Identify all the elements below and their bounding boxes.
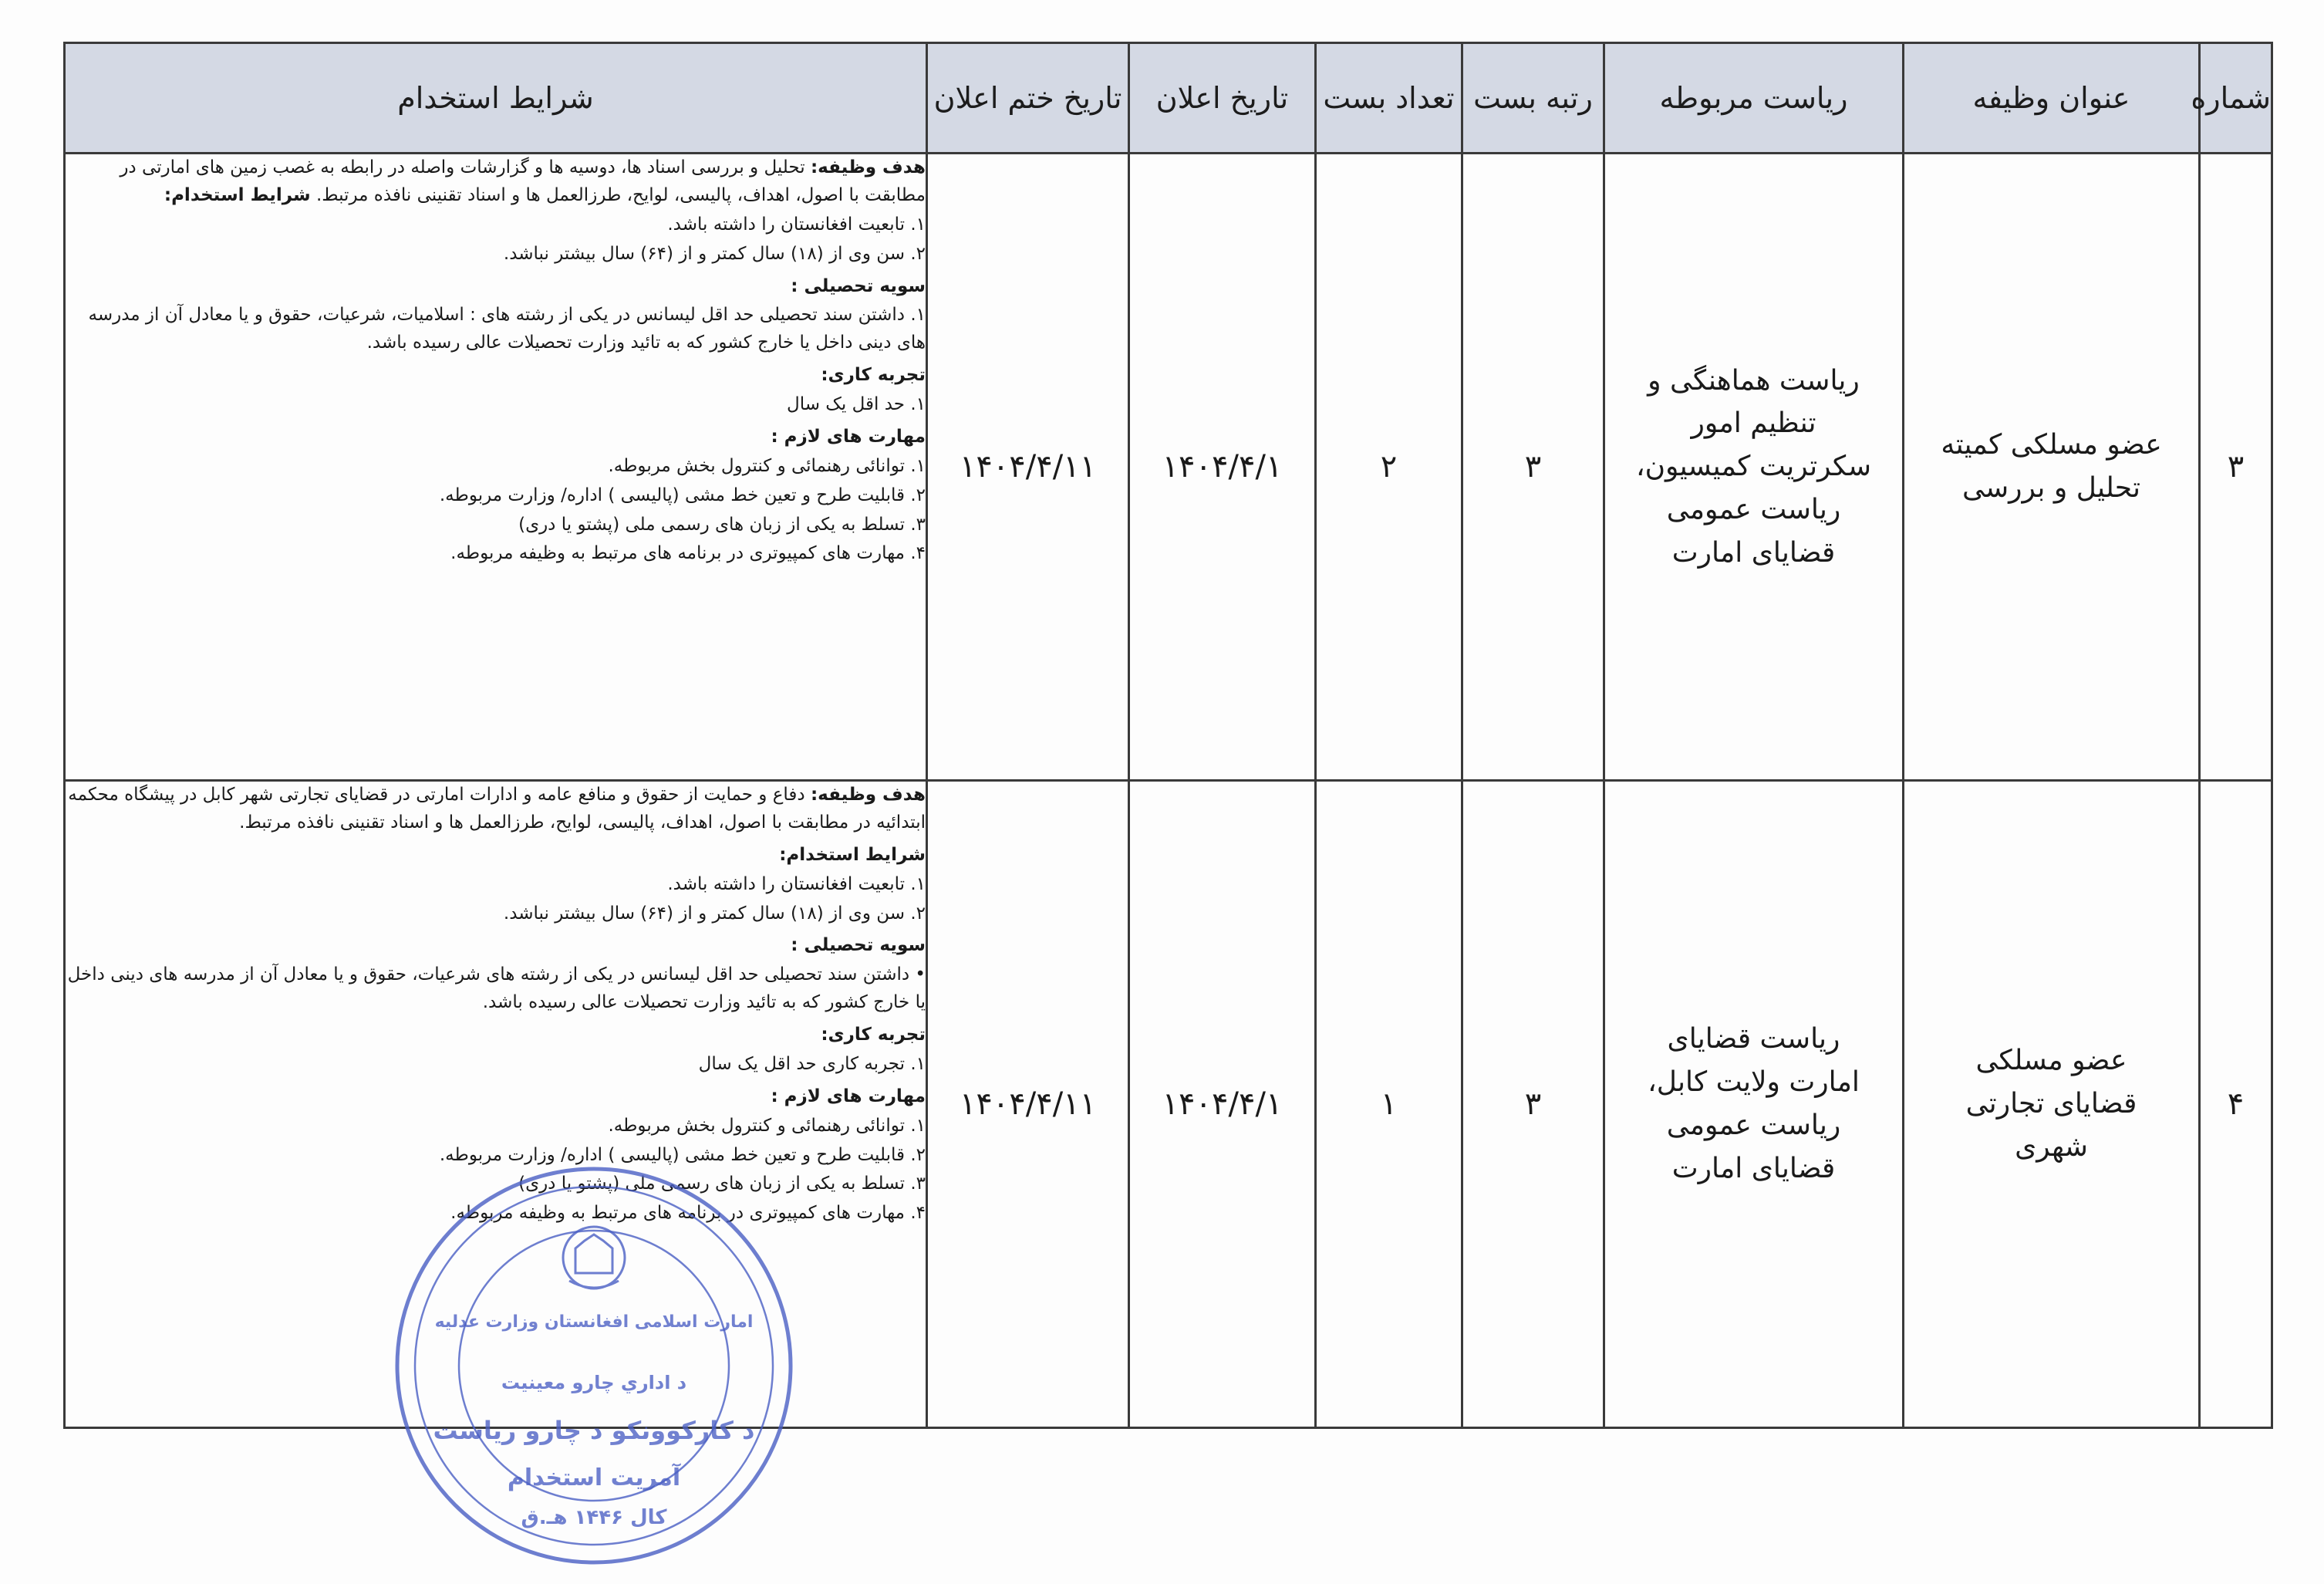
row-grade: ۳ xyxy=(1462,781,1604,1428)
education-label: سویه تحصیلی : xyxy=(791,935,926,956)
stamp-department: آمریت استخدام xyxy=(507,1464,681,1491)
row-conditions xyxy=(65,781,927,1428)
row-number: ۳ xyxy=(2200,154,2272,781)
employment-item: ۱. تابعیت افغانستان را داشته باشد. xyxy=(667,214,926,235)
row-announce-date: ۱۴۰۴/۴/۱ xyxy=(1129,154,1316,781)
skills-item: ۱. توانائی رهنمائی و کنترول بخش مربوطه. xyxy=(608,455,926,476)
skills-item: ۴. مهارت های کمپیوتری در برنامه های مرتبط به وظیفه مربوطه. xyxy=(450,543,926,564)
experience-label: تجربه کاری: xyxy=(821,1025,926,1045)
education-label: سویه تحصیلی : xyxy=(791,275,926,296)
experience-item: ۱. حد اقل یک سال xyxy=(787,394,926,414)
employment-label: شرایط استخدام: xyxy=(779,844,926,865)
row-job-title: عضو مسلکی قضایای تجارتی شهری xyxy=(1904,781,2200,1428)
experience-item: ۱. تجربه کاری حد اقل یک سال xyxy=(698,1053,926,1074)
education-item: • داشتن سند تحصیلی حد اقل لیسانس در یکی از رشته های شرعیات، حقوق و یا معادل آن از مدرسه های دینی داخل یا خارج کشور که به تائید وزارت تحصیلات عالی رسیده باشد. xyxy=(67,964,926,1013)
row-presidency: ریاست قضایای امارت ولایت کابل، ریاست عمومی قضایای امارت xyxy=(1604,781,1904,1428)
table-row xyxy=(65,781,2272,1428)
header-job-title: عنوان وظیفه xyxy=(1904,43,2200,154)
goal-text: دفاع و حمایت از حقوق و منافع عامه و ادارات امارتی در قضایای تجارتی شهر کابل در پیشگاه محکمه ابتدائیه در مطابقت با اصول، اهداف، پالیسی، لوایح، طرزالعمل ها و اسناد تقنینی نافذه مرتبط. xyxy=(68,785,926,833)
row-presidency: ریاست هماهنگی و تنظیم امور سکرتریت کمیسیون، ریاست عمومی قضایای امارت xyxy=(1604,154,1904,781)
skills-item: ۲. قابلیت طرح و تعین خط مشی (پالیسی ) اداره/ وزارت مربوطه. xyxy=(439,485,926,505)
table-row xyxy=(65,154,2272,781)
experience-label: تجربه کاری: xyxy=(821,365,926,386)
skills-label: مهارت های لازم : xyxy=(771,426,926,447)
row-end-date: ۱۴۰۴/۴/۱۱ xyxy=(927,154,1129,781)
education-item: ۱. داشتن سند تحصیلی حد اقل لیسانس در یکی از رشته های : اسلامیات، شرعیات، حقوق و یا معادل آن از مدرسه های دینی داخل یا خارج کشور که به تائید وزارت تحصیلات عالی رسیده باشد. xyxy=(88,305,926,353)
stamp-outer-text: د کارکوونکو د چارو ریاست xyxy=(433,1416,755,1445)
goal-label: هدف وظیفه: xyxy=(810,785,926,805)
skills-item: ۲. قابلیت طرح و تعین خط مشی (پالیسی ) اداره/ وزارت مربوطه. xyxy=(439,1144,926,1165)
row-positions: ۲ xyxy=(1316,154,1462,781)
header-conditions: شرایط استخدام xyxy=(65,43,927,154)
employment-item: ۲. سن وی از (۱۸) سال کمتر و از (۶۴) سال بیشتر نباشد. xyxy=(503,903,926,924)
goal-paragraph xyxy=(66,782,926,837)
goal-text: تحلیل و بررسی اسناد ها، دوسیه ها و گزارشات واصله در رابطه به غصب زمین های امارتی در مطابقت با اصول، اهداف، پالیسی، لوایح، طرزالعمل ها و اسناد تقنینی نافذه مرتبط. xyxy=(120,157,926,205)
skills-label: مهارت های لازم : xyxy=(771,1086,926,1106)
row-number: ۴ xyxy=(2200,781,2272,1428)
header-positions: تعداد بست xyxy=(1316,43,1462,154)
row-job-title: عضو مسلکی کمیته تحلیل و بررسی xyxy=(1904,154,2200,781)
skills-item: ۴. مهارت های کمپیوتری در برنامه های مرتبط به وظیفه مربوطه. xyxy=(450,1203,926,1224)
header-grade: رتبه بست xyxy=(1462,43,1604,154)
goal-paragraph xyxy=(66,154,926,210)
header-announce-date: تاریخ اعلان xyxy=(1129,43,1316,154)
header-presidency: ریاست مربوطه xyxy=(1604,43,1904,154)
stamp-middle-text: د اداري چارو معینیت xyxy=(501,1372,687,1393)
row-grade: ۳ xyxy=(1462,154,1604,781)
header-number: شماره xyxy=(2200,43,2272,154)
skills-item: ۳. تسلط به یکی از زبان های رسمی ملی (پشتو یا دری) xyxy=(518,514,926,535)
employment-item: ۲. سن وی از (۱۸) سال کمتر و از (۶۴) سال بیشتر نباشد. xyxy=(503,243,926,264)
goal-label: هدف وظیفه: xyxy=(810,157,926,177)
header-end-date: تاریخ ختم اعلان xyxy=(927,43,1129,154)
jobs-table xyxy=(63,42,2273,1429)
skills-item: ۱. توانائی رهنمائی و کنترول بخش مربوطه. xyxy=(608,1115,926,1136)
row-announce-date: ۱۴۰۴/۴/۱ xyxy=(1129,781,1316,1428)
stamp-year: کال ۱۴۴۶ هـ.ق xyxy=(521,1506,667,1529)
row-end-date: ۱۴۰۴/۴/۱۱ xyxy=(927,781,1129,1428)
employment-label: شرایط استخدام: xyxy=(164,184,311,205)
stamp-inner-text: امارت اسلامی افغانستان وزارت عدلیه xyxy=(434,1312,754,1332)
employment-item: ۱. تابعیت افغانستان را داشته باشد. xyxy=(667,873,926,894)
skills-item: ۳. تسلط به یکی از زبان های رسمی ملی (پشتو یا دری) xyxy=(518,1174,926,1194)
table-header-row xyxy=(65,43,2272,154)
row-conditions xyxy=(65,154,927,781)
row-positions: ۱ xyxy=(1316,781,1462,1428)
